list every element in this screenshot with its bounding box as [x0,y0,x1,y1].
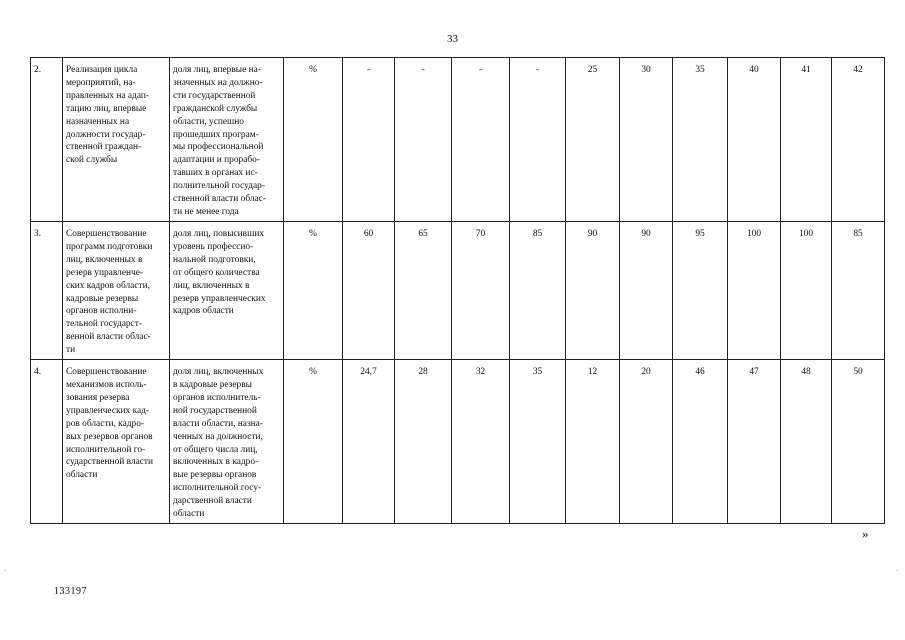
left-margin-mark: - [4,568,6,574]
value-cell: 41 [781,58,832,222]
value-cell: 30 [620,58,673,222]
value-cell: 25 [566,58,620,222]
value-cell: 50 [832,360,885,524]
unit: % [284,222,343,360]
value-cell: 95 [673,222,728,360]
row-number: 2. [31,58,63,222]
value-cell: 65 [395,222,452,360]
indicator-description: доля лиц, повысивших уровень профессио- нальной подготовки, от общего количества лиц, включенных в резерв управленческих кадров области [170,222,284,360]
value-cell: 47 [728,360,781,524]
value-cell: - [395,58,452,222]
value-cell: 35 [510,360,566,524]
value-cell: 20 [620,360,673,524]
value-cell: 100 [781,222,832,360]
value-cell: 100 [728,222,781,360]
value-cell: 48 [781,360,832,524]
closing-quote: » [862,526,869,541]
value-cell: - [343,58,395,222]
unit: % [284,58,343,222]
value-cell: 70 [452,222,510,360]
event-name: Совершенствование механизмов исполь- зования резерва управленческих кад- ров области, кадро- вых резервов органов исполнительной го- сударственной власти области [63,360,170,524]
unit: % [284,360,343,524]
indicator-description: доля лиц, впервые на- значенных на должно- сти государственной гражданской службы области, успешно прошедших програм- мы профессиональной адаптации и прорабо- тавших в органах ис- полнительной государ- ственной власти облас- ти не менее года [170,58,284,222]
document-number: 133197 [54,586,87,597]
value-cell: 28 [395,360,452,524]
value-cell: 85 [510,222,566,360]
value-cell: 90 [566,222,620,360]
value-cell: 40 [728,58,781,222]
row-number: 3. [31,222,63,360]
value-cell: 12 [566,360,620,524]
table-row [31,222,885,360]
table-row [31,360,885,524]
value-cell: 46 [673,360,728,524]
row-number: 4. [31,360,63,524]
value-cell: - [452,58,510,222]
table-row [31,58,885,222]
value-cell: 90 [620,222,673,360]
indicator-table [30,57,885,524]
value-cell: - [510,58,566,222]
value-cell: 60 [343,222,395,360]
value-cell: 85 [832,222,885,360]
event-name: Реализация цикла мероприятий, на- правленных на адап- тацию лиц, впервые назначенных на должности государ- ственной граждан- ской службы [63,58,170,222]
value-cell: 24,7 [343,360,395,524]
page-number: 33 [447,33,458,45]
indicator-description: доля лиц, включенных в кадровые резервы органов исполнитель- ной государственной власти области, назна- ченных на должности, от общего числа лиц, включенных в кадро- вые резервы органов исполнительной госу- дарственной власти области [170,360,284,524]
value-cell: 32 [452,360,510,524]
right-margin-mark: - [896,568,898,574]
value-cell: 42 [832,58,885,222]
event-name: Совершенствование программ подготовки лиц, включенных в резерв управленче- ских кадров области, кадровые резервы органов исполни- тельной государст- венной власти облас- ти [63,222,170,360]
value-cell: 35 [673,58,728,222]
